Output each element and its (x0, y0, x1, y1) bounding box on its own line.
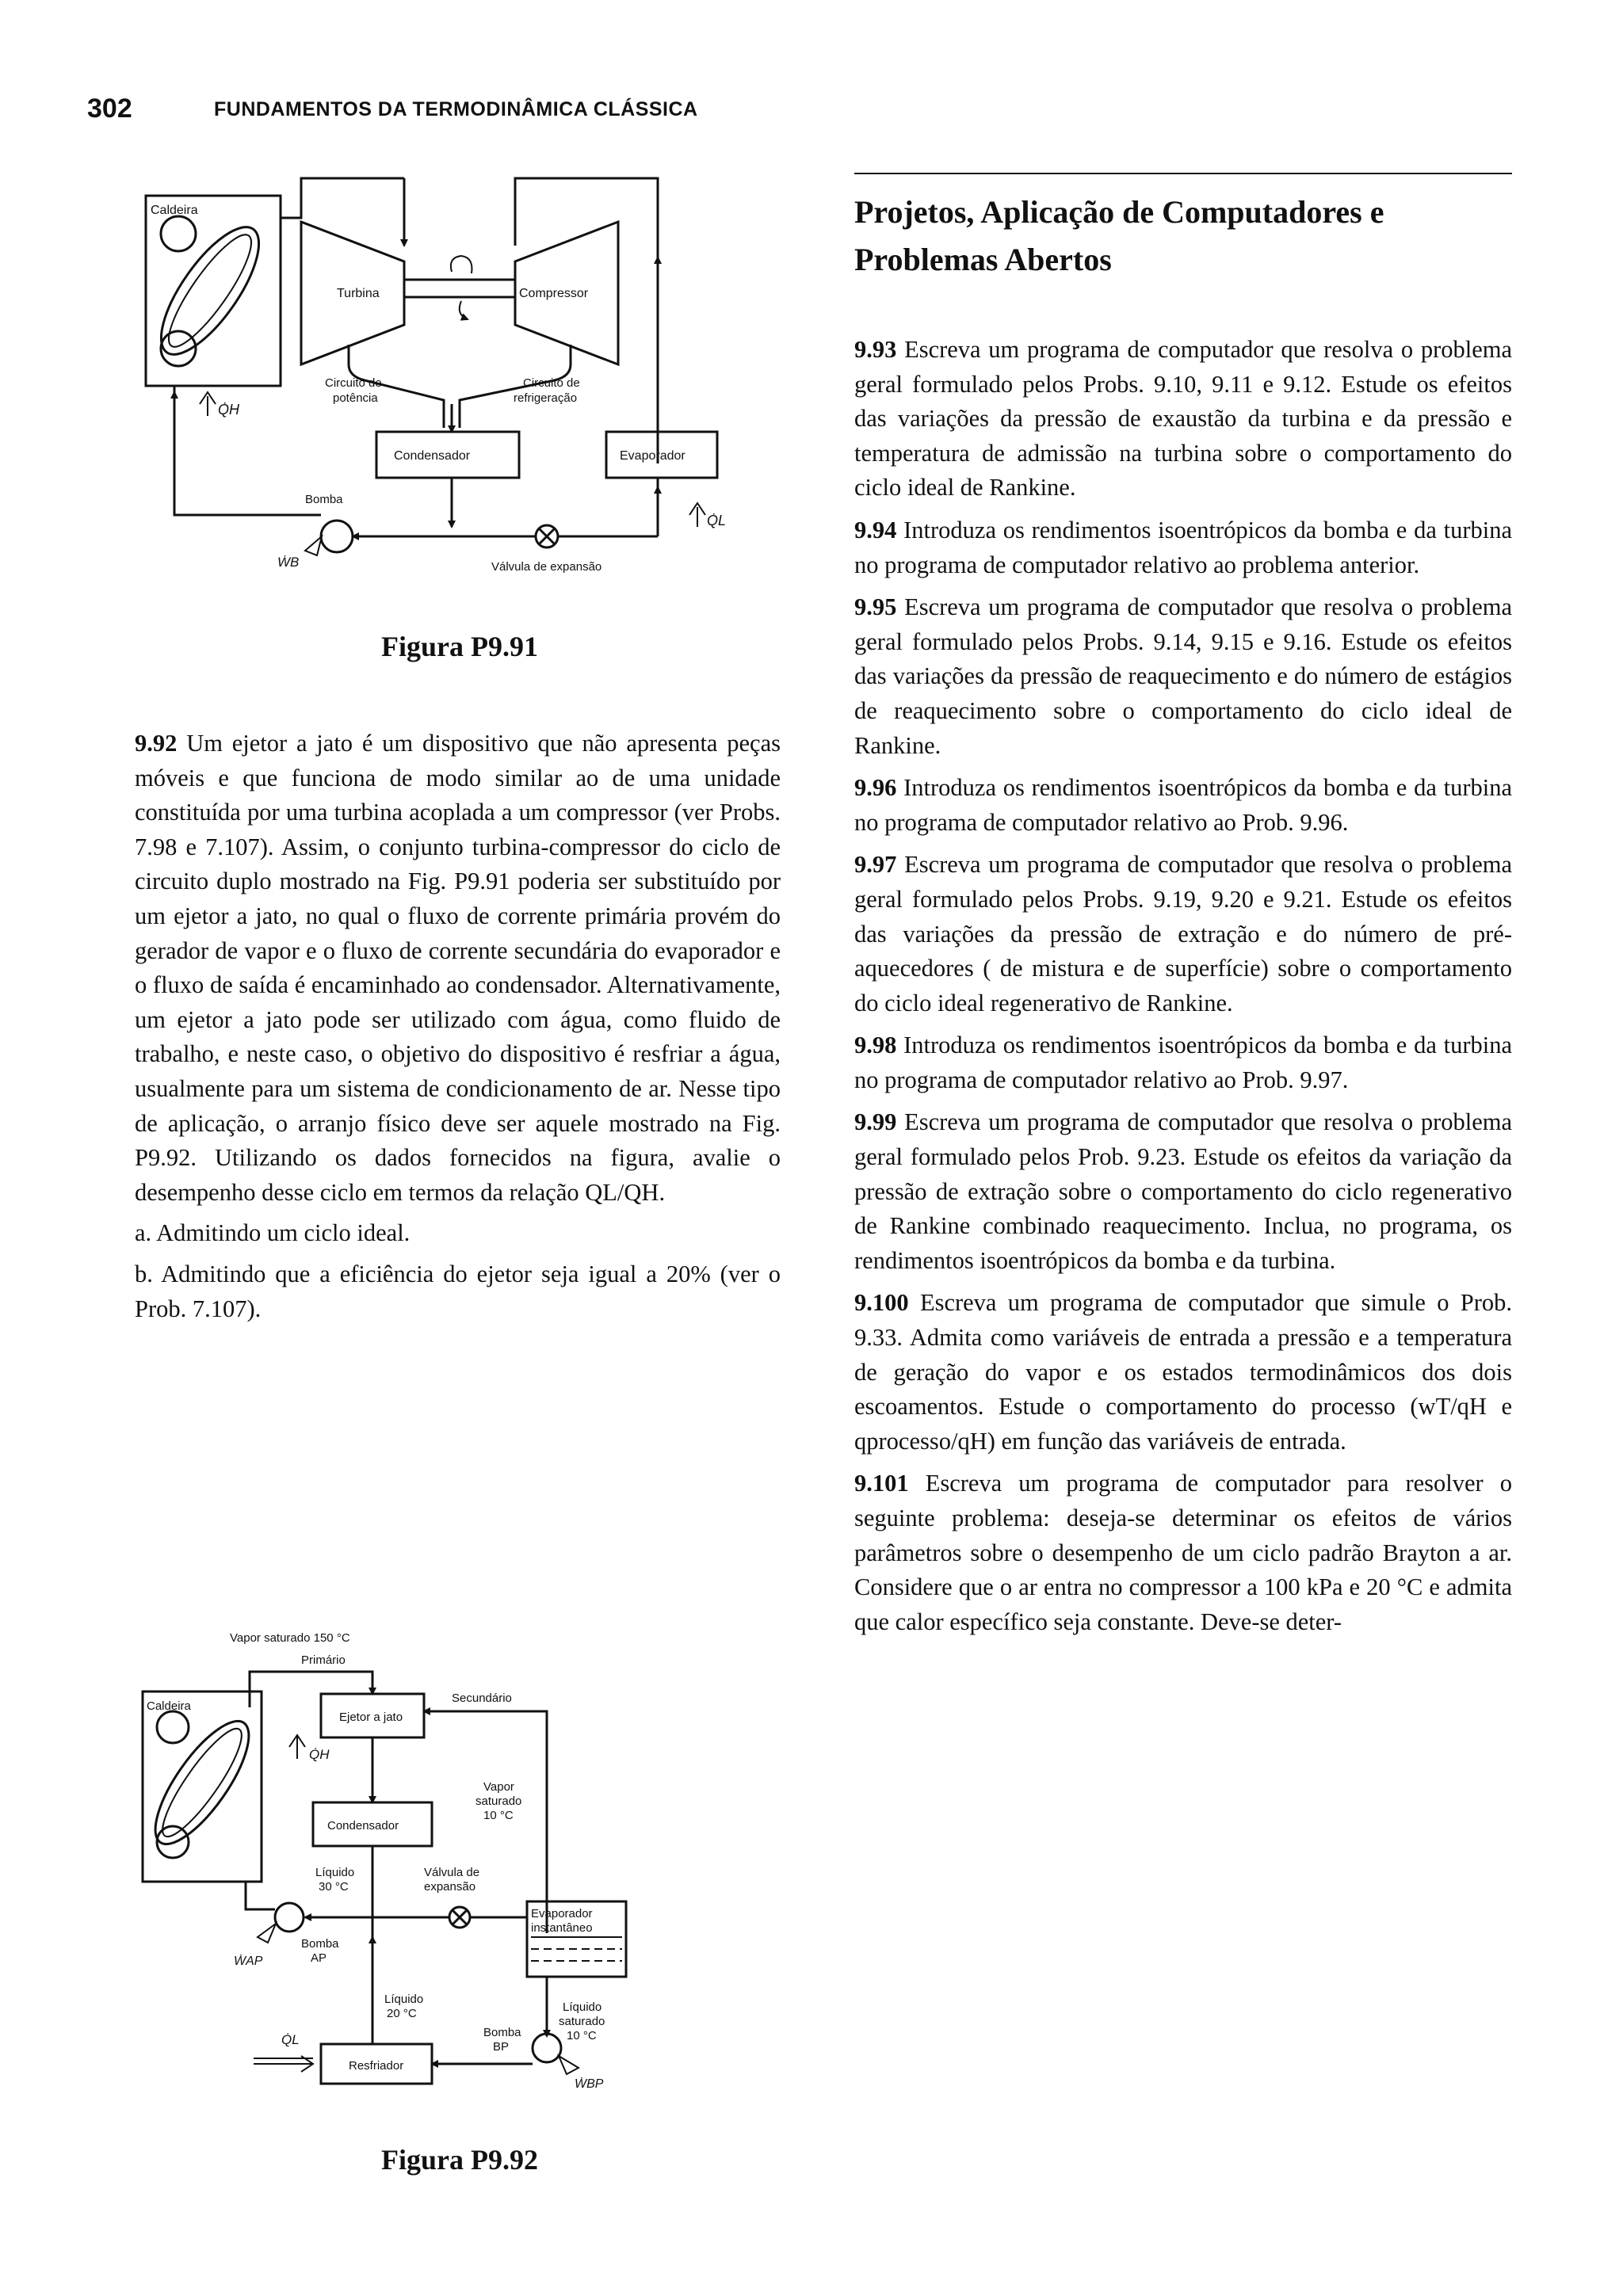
evaporator-label: Evaporador (620, 449, 685, 463)
running-title: FUNDAMENTOS DA TERMODINÂMICA CLÁSSICA (214, 98, 698, 120)
problem-number: 9.99 (854, 1108, 897, 1136)
expansion-valve (536, 525, 558, 547)
turbine-label: Turbina (337, 287, 380, 300)
problem-number: 9.100 (854, 1289, 909, 1317)
liquid-20-label-2: 20 °C (387, 2007, 417, 2020)
page-header (87, 93, 1514, 125)
refrig-circuit-label-2: refrigeração (514, 391, 578, 405)
problem-number: 9.92 (135, 730, 178, 757)
pump (305, 521, 353, 555)
boiler-label: Caldeira (147, 1699, 191, 1713)
figure-p991 (135, 162, 769, 630)
lp-pump-label-2: BP (493, 2040, 510, 2054)
problem-number: 9.96 (854, 774, 897, 802)
liquid-30-label-2: 30 °C (319, 1880, 349, 1894)
section-title: Projetos, Aplicação de Computadores e Problemas Abertos (854, 194, 1384, 277)
ql-label: Q̇L (281, 2032, 300, 2047)
flash-label-1: Evaporador (531, 1907, 593, 1920)
secondary-label: Secundário (452, 1691, 512, 1705)
problem-text: Escreva um programa de computador que resolva o problema geral formulado pelos Probs. 9.10, 9.11 e 9.12. Estude os efeitos das variações da pressão de exaustão da turbina e da pressão e temperatura de admissão na turbina sobre o comportamento do ciclo ideal de Rankine. (854, 336, 1512, 502)
lp-pump-label-1: Bomba (483, 2026, 521, 2039)
figure-p992 (135, 1624, 769, 2100)
problem-text: Escreva um programa de computador que simule o Prob. 9.33. Admita como variáveis de entrada a pressão e a temperatura de geração do vapor e os estados termodinâmicos dos dois escoamentos. Estude o comportamento do processo (wT/qH e qprocesso/qH) em função das variáveis de entrada. (854, 1289, 1513, 1455)
pump-work-label: ẆB (277, 555, 300, 570)
ejector-label: Ejetor a jato (339, 1711, 403, 1724)
refrig-circuit-label-1: Circuito de (523, 376, 580, 390)
problem-text: Escreva um programa de computador que resolva o problema geral formulado pelos Probs. 9.19, 9.20 e 9.21. Estude os efeitos das variações da pressão de extração e do número de pré-aquecedores ( de mistura e de superfície) sobre o comportamento do ciclo ideal regenerativo de Rankine. (854, 851, 1512, 1016)
problem-995 (854, 590, 1512, 763)
valve-label-2: expansão (424, 1880, 476, 1894)
valve-label-1: Válvula de (424, 1866, 480, 1879)
figure-caption-p991: Figura P9.91 (381, 631, 538, 662)
problem-9101 (854, 1466, 1512, 1639)
problem-998 (854, 1028, 1512, 1097)
condenser-label: Condensador (327, 1819, 399, 1833)
problem-999 (854, 1105, 1512, 1278)
boiler (144, 196, 281, 386)
problem-996 (854, 771, 1512, 840)
w-bp-label: ẆBP (575, 2077, 604, 2091)
liqsat-label-1: Líquido (563, 2000, 602, 2014)
problem-text: Um ejetor a jato é um dispositivo que não apresenta peças móveis e que funciona de modo similar ao de uma unidade constituída por uma turbina acoplada a um compressor (ver Probs. 7.98 e 7.107). Assim, o conjunto turbina-compressor do ciclo de circuito duplo mostrado na Fig. P9.91 poderia ser substituído por um ejetor a jato, no qual o fluxo de corrente primária provém do gerador de vapor e o fluxo de corrente secundária do evaporador e o fluxo de saída é encaminhado ao condensador. Alternativamente, um ejetor a jato pode ser utilizado com água, como fluido de trabalho, e neste caso, o objetivo do dispositivo é resfriar a água, usualmente para um sistema de condicionamento de ar. Nesse tipo de aplicação, o arranjo físico deve ser aquele mostrado na Fig. P9.92. Utilizando os dados fornecidos na figura, avalie o desempenho desse ciclo em termos da relação QL/QH. (135, 730, 781, 1206)
compressor-label: Compressor (519, 287, 589, 300)
problem-number: 9.98 (854, 1032, 897, 1059)
qh-label: Q̇H (309, 1747, 330, 1762)
problem-text: Escreva um programa de computador para resolver o seguinte problema: deseja-se determinar os efeitos de vários parâmetros sobre o desempenho de um ciclo padrão Brayton a ar. Considere que o ar entra no compressor a 100 kPa e 20 °C e admita que calor específico seja constante. Deve-se deter- (854, 1470, 1512, 1635)
problem-text: Escreva um programa de computador que resolva o problema geral formulado pelos Probs. 9.14, 9.15 e 9.16. Estude os efeitos das variações da pressão de reaquecimento e do número de estágios de reaquecimento sobre o comportamento do ciclo ideal de Rankine. (854, 593, 1512, 759)
page-number: 302 (87, 93, 132, 124)
pump-label: Bomba (305, 493, 343, 506)
w-ap-label: ẆAP (234, 1955, 263, 1968)
condenser-label: Condensador (394, 449, 471, 463)
hp-pump-label-1: Bomba (301, 1937, 339, 1951)
problem-text: Introduza os rendimentos isoentrópicos da bomba e da turbina no programa de computador relativo ao Prob. 9.97. (854, 1032, 1512, 1093)
problem-number: 9.93 (854, 336, 897, 363)
expansion-valve (449, 1907, 470, 1928)
problem-text: Introduza os rendimentos isoentrópicos da bomba e da turbina no programa de computador relativo ao problema anterior. (854, 516, 1512, 578)
problem-number: 9.95 (854, 593, 897, 621)
liquid-30-label-1: Líquido (315, 1866, 355, 1879)
figure-caption-p992: Figura P9.92 (381, 2144, 538, 2176)
flash-label-2: instantâneo (531, 1921, 593, 1935)
problem-994 (854, 513, 1512, 582)
problem-992 (135, 727, 781, 1333)
problem-992-body (135, 727, 781, 1210)
liqsat-label-2: saturado (559, 2015, 605, 2028)
problem-993 (854, 333, 1512, 505)
qh-label: Q̇H (218, 402, 239, 418)
vapor-label-3: 10 °C (483, 1809, 514, 1822)
liquid-20-label-1: Líquido (384, 1993, 424, 2006)
problem-text: Escreva um programa de computador que resolva o problema geral formulado pelos Prob. 9.23. Estude os efeitos da variação da pressão de extração sobre o comportamento do ciclo regenerativo de Rankine combinado reaquecimento. Inclua, no programa, os rendimentos isoentrópicos da bomba e da turbina. (854, 1108, 1512, 1274)
power-circuit-label-1: Circuito de (325, 376, 382, 390)
problem-9100 (854, 1286, 1512, 1459)
power-circuit-label-2: potência (333, 391, 378, 405)
problem-997 (854, 848, 1512, 1020)
problem-992-item-a: a. Admitindo um ciclo ideal. (135, 1219, 411, 1247)
hp-pump-label-2: AP (311, 1951, 327, 1965)
problem-list (854, 333, 1512, 1647)
section-rule (854, 173, 1512, 174)
primary-label: Primário (301, 1653, 346, 1667)
boiler-label: Caldeira (151, 204, 198, 217)
problem-number: 9.97 (854, 851, 897, 879)
problem-992-item-b: b. Admitindo que a eficiência do ejetor seja igual a 20% (ver o Prob. 7.107). (135, 1260, 781, 1322)
vapor-label-1: Vapor (483, 1780, 514, 1794)
problem-number: 9.94 (854, 516, 897, 543)
problem-text: Introduza os rendimentos isoentrópicos da bomba e da turbina no programa de computador relativo ao Prob. 9.96. (854, 774, 1512, 836)
valve-label: Válvula de expansão (491, 560, 602, 574)
vapor-label-2: saturado (475, 1794, 522, 1808)
boiler (139, 1691, 265, 1882)
sat-vapor-label: Vapor saturado 150 °C (230, 1631, 350, 1645)
problem-number: 9.101 (854, 1470, 909, 1497)
cooler-label: Resfriador (349, 2059, 404, 2073)
ql-label: Q̇L (707, 513, 727, 528)
liqsat-label-3: 10 °C (567, 2029, 597, 2042)
